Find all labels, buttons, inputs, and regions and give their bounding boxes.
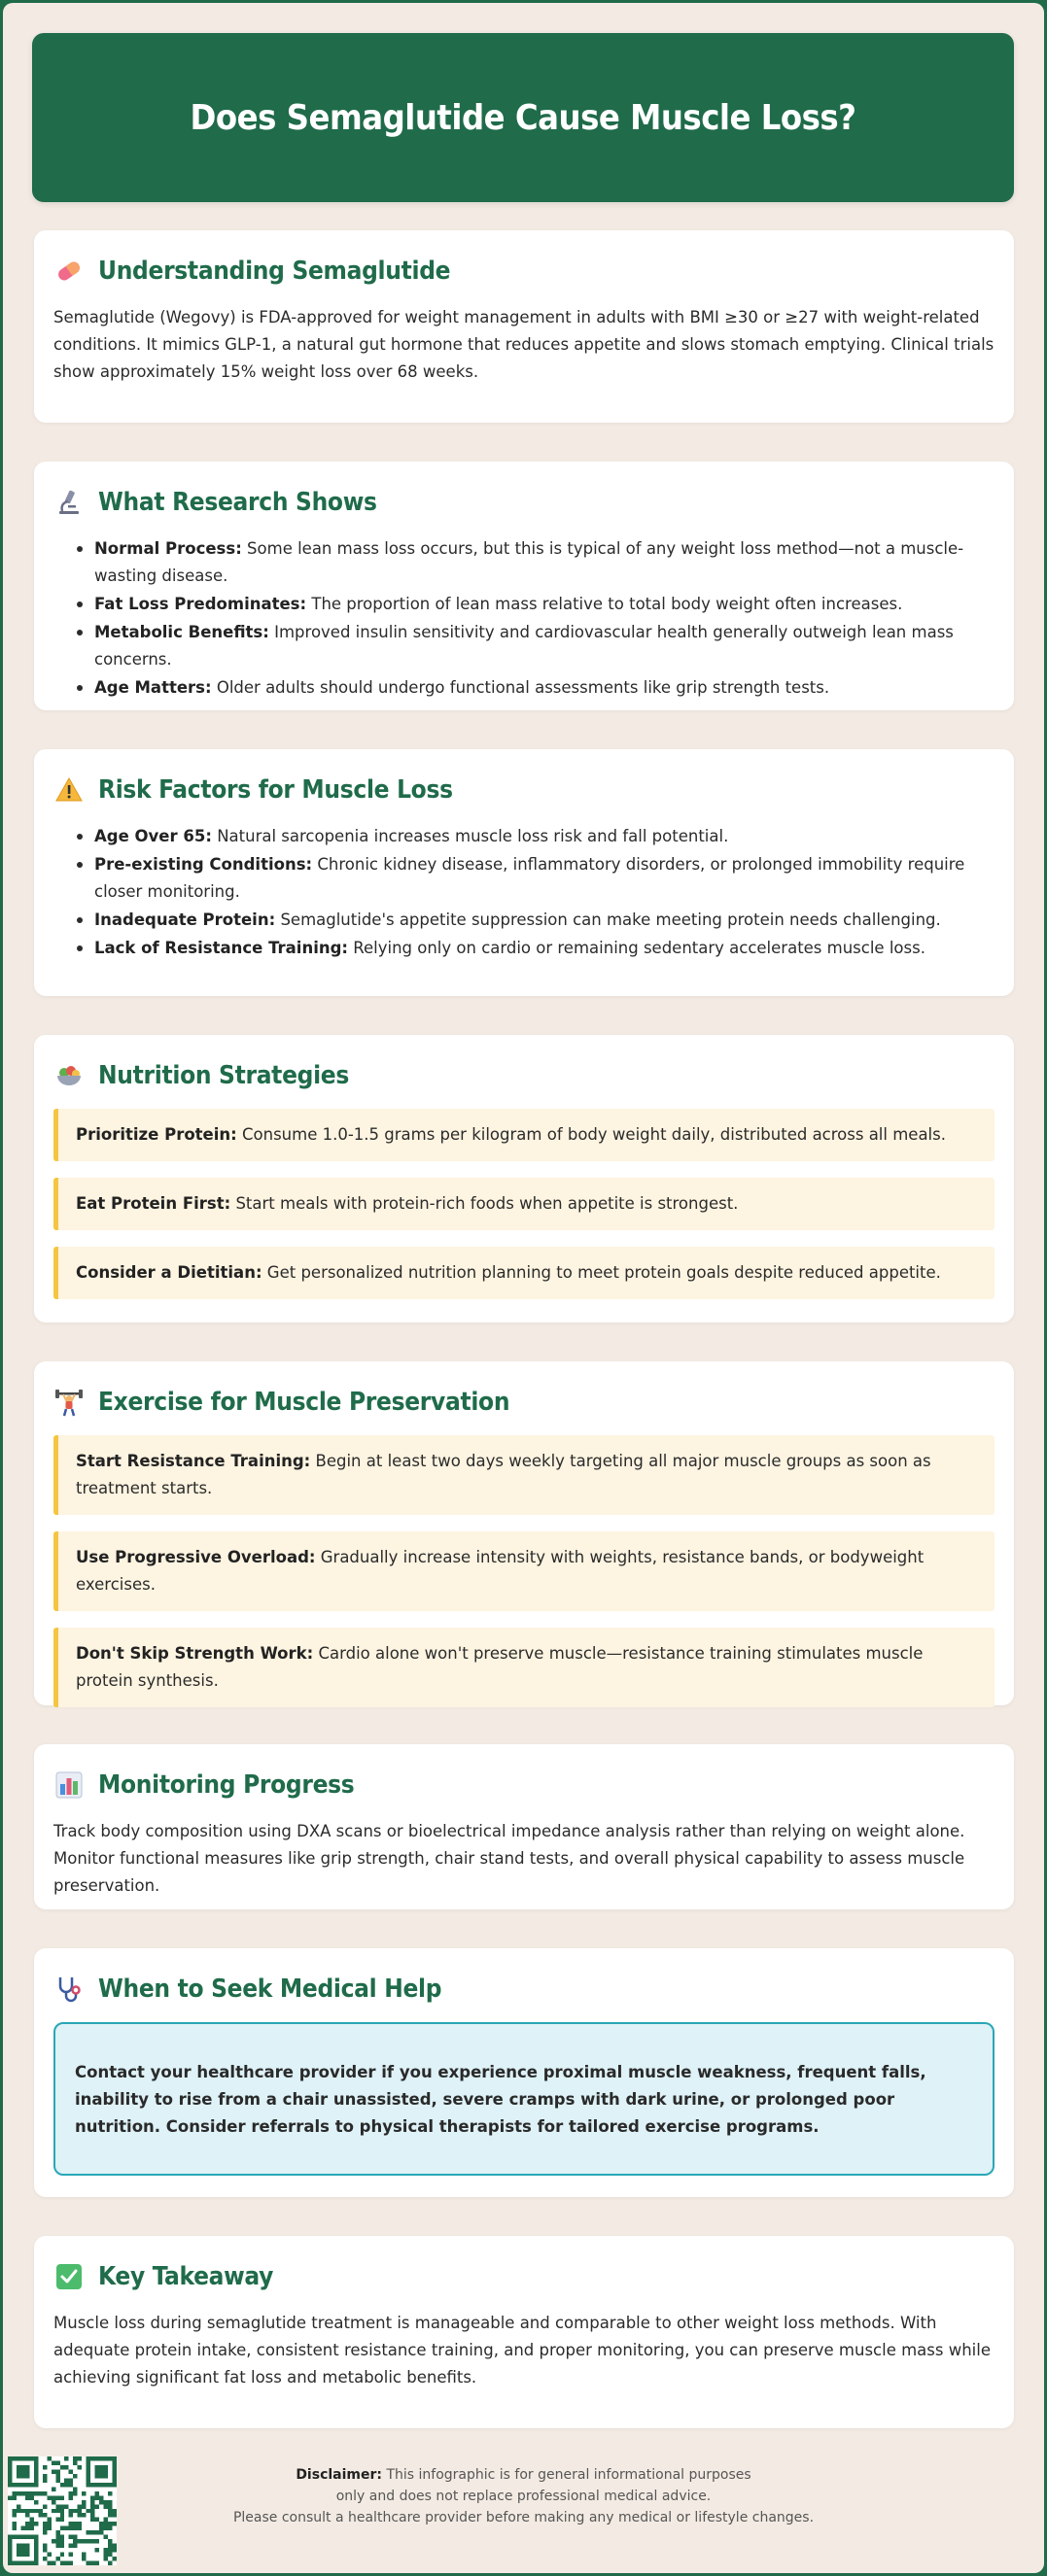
salad-bowl-icon: [53, 1060, 85, 1091]
list-item: Lack of Resistance Training: Relying only on cardio or remaining sedentary accelerates muscle loss.: [73, 935, 995, 962]
bar-chart-icon: [53, 1769, 85, 1801]
risk-card: [34, 749, 1014, 996]
list-item: Age Over 65: Natural sarcopenia increases muscle loss risk and fall potential.: [73, 823, 995, 850]
research-card: [34, 462, 1014, 710]
monitoring-title: Monitoring Progress: [98, 1770, 355, 1800]
tip-card: Consider a Dietitian: Get personalized nutrition planning to meet protein goals despite reduced appetite.: [53, 1247, 995, 1299]
tip-card: Use Progressive Overload: Gradually increase intensity with weights, resistance bands, or bodyweight exercises.: [53, 1531, 995, 1611]
exercise-card: [34, 1361, 1014, 1705]
monitoring-card: [34, 1744, 1014, 1909]
qr-code[interactable]: [8, 2456, 117, 2565]
pill-icon: [53, 256, 85, 287]
page-title: Does Semaglutide Cause Muscle Loss?: [190, 97, 856, 138]
footer: [0, 2456, 1047, 2563]
disclaimer: Disclaimer: This infographic is for general informational purposes only and does not replace professional medical advice. Please consult a healthcare provider before making any medical or lifestyle changes.: [232, 2467, 815, 2525]
medical-alert: Contact your healthcare provider if you experience proximal muscle weakness, frequent falls, inability to rise from a chair unassisted, severe cramps with dark urine, or prolonged poor nutrition. Consider referrals to physical therapists for tailored exercise programs.: [53, 2022, 995, 2176]
tip-card: Start Resistance Training: Begin at least two days weekly targeting all major muscle groups as soon as treatment starts.: [53, 1435, 995, 1515]
warning-icon: [53, 774, 85, 806]
nutrition-card: [34, 1035, 1014, 1322]
list-item: Metabolic Benefits: Improved insulin sensitivity and cardiovascular health generally outweigh lean mass concerns.: [73, 619, 995, 673]
takeaway-card: [34, 2236, 1014, 2428]
monitoring-text: Track body composition using DXA scans or bioelectrical impedance analysis rather than relying on weight alone. Monitor functional measures like grip strength, chair stand tests, and overall physical capability to assess muscle preservation.: [53, 1822, 965, 1895]
understanding-card: [34, 230, 1014, 423]
tip-card: Prioritize Protein: Consume 1.0-1.5 grams per kilogram of body weight daily, distributed across all meals.: [53, 1109, 995, 1161]
exercise-title: Exercise for Muscle Preservation: [98, 1388, 510, 1417]
takeaway-title: Key Takeaway: [98, 2262, 274, 2291]
medical-help-card: [34, 1948, 1014, 2197]
understanding-title: Understanding Semaglutide: [98, 257, 451, 286]
check-mark-icon: [53, 2261, 85, 2292]
risk-list: [53, 823, 995, 962]
research-title: What Research Shows: [98, 488, 377, 517]
nutrition-title: Nutrition Strategies: [98, 1061, 349, 1090]
list-item: Fat Loss Predominates: The proportion of lean mass relative to total body weight often increases.: [73, 591, 995, 618]
risk-title: Risk Factors for Muscle Loss: [98, 775, 453, 805]
microscope-icon: [53, 487, 85, 518]
tip-card: Don't Skip Strength Work: Cardio alone won't preserve muscle—resistance training stimulates muscle protein synthesis.: [53, 1628, 995, 1707]
stethoscope-icon: [53, 1974, 85, 2005]
list-item: Age Matters: Older adults should undergo functional assessments like grip strength tests.: [73, 674, 995, 702]
list-item: Normal Process: Some lean mass loss occurs, but this is typical of any weight loss method—not a muscle-wasting disease.: [73, 535, 995, 590]
takeaway-text: Muscle loss during semaglutide treatment is manageable and comparable to other weight loss methods. With adequate protein intake, consistent resistance training, and proper monitoring, you can preserve muscle mass while achieving significant fat loss and metabolic benefits.: [53, 2314, 991, 2387]
page-header: [32, 33, 1014, 202]
list-item: Inadequate Protein: Semaglutide's appetite suppression can make meeting protein needs challenging.: [73, 907, 995, 934]
list-item: Pre-existing Conditions: Chronic kidney disease, inflammatory disorders, or prolonged immobility require closer monitoring.: [73, 851, 995, 906]
medical-title: When to Seek Medical Help: [98, 1975, 442, 2004]
weightlifter-icon: [53, 1387, 85, 1418]
understanding-text: Semaglutide (Wegovy) is FDA-approved for weight management in adults with BMI ≥30 or ≥27 with weight-related conditions. It mimics GLP-1, a natural gut hormone that reduces appetite and slows stomach emptying. Clinical trials show approximately 15% weight loss over 68 weeks.: [53, 308, 995, 381]
tip-card: Eat Protein First: Start meals with protein-rich foods when appetite is strongest.: [53, 1178, 995, 1230]
research-list: [53, 535, 995, 702]
